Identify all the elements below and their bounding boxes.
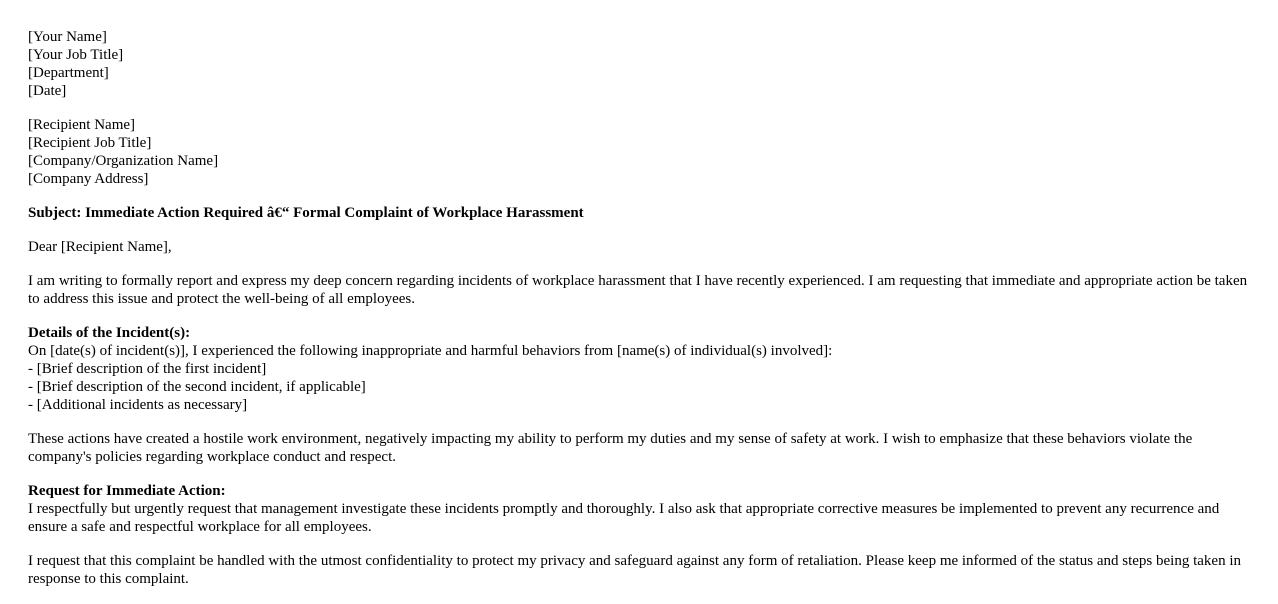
intro-text: I am writing to formally report and express my deep concern regarding incidents of workplace harassment that I have recently experienced. I am requesting that immediate and appropriate action be taken to address this issue and protect the well-being of all employees. (28, 273, 1248, 307)
letter-document (28, 28, 1253, 604)
recipient-address: [Company Address] (28, 171, 149, 187)
impact-paragraph (28, 430, 1253, 466)
details-item: - [Brief description of the first incident] (28, 361, 267, 377)
subject-block (28, 204, 1253, 222)
details-heading: Details of the Incident(s): (28, 325, 191, 341)
sender-department: [Department] (28, 65, 109, 81)
details-item: - [Brief description of the second incident, if applicable] (28, 379, 366, 395)
sender-date: [Date] (28, 83, 67, 99)
recipient-block (28, 116, 1253, 188)
sender-block (28, 28, 1253, 100)
request-text: I respectfully but urgently request that management investigate these incidents promptly and thoroughly. I also ask that appropriate corrective measures be implemented to prevent any recurrence and ensure a safe and respectful workplace for all employees. (28, 501, 1220, 535)
salutation: Dear [Recipient Name], (28, 239, 172, 255)
intro-paragraph (28, 272, 1253, 308)
recipient-job-title: [Recipient Job Title] (28, 135, 152, 151)
subject-line: Subject: Immediate Action Required â€“ Formal Complaint of Workplace Harassment (28, 205, 584, 221)
request-section (28, 482, 1253, 536)
request-heading: Request for Immediate Action: (28, 483, 226, 499)
confidentiality-paragraph (28, 552, 1253, 588)
details-item: - [Additional incidents as necessary] (28, 397, 248, 413)
confidentiality-text: I request that this complaint be handled with the utmost confidentiality to protect my privacy and safeguard against any form of retaliation. Please keep me informed of the status and steps being taken in response to this complaint. (28, 553, 1241, 587)
recipient-company: [Company/Organization Name] (28, 153, 219, 169)
recipient-name: [Recipient Name] (28, 117, 136, 133)
details-section (28, 324, 1253, 414)
sender-job-title: [Your Job Title] (28, 47, 124, 63)
impact-text: These actions have created a hostile work environment, negatively impacting my ability to perform my duties and my sense of safety at work. I wish to emphasize that these behaviors violate the company's policies regarding workplace conduct and respect. (28, 431, 1193, 465)
salutation-block (28, 238, 1253, 256)
details-lead: On [date(s) of incident(s)], I experienced the following inappropriate and harmful behaviors from [name(s) of individual(s) involved]: (28, 343, 833, 359)
sender-name: [Your Name] (28, 29, 107, 45)
